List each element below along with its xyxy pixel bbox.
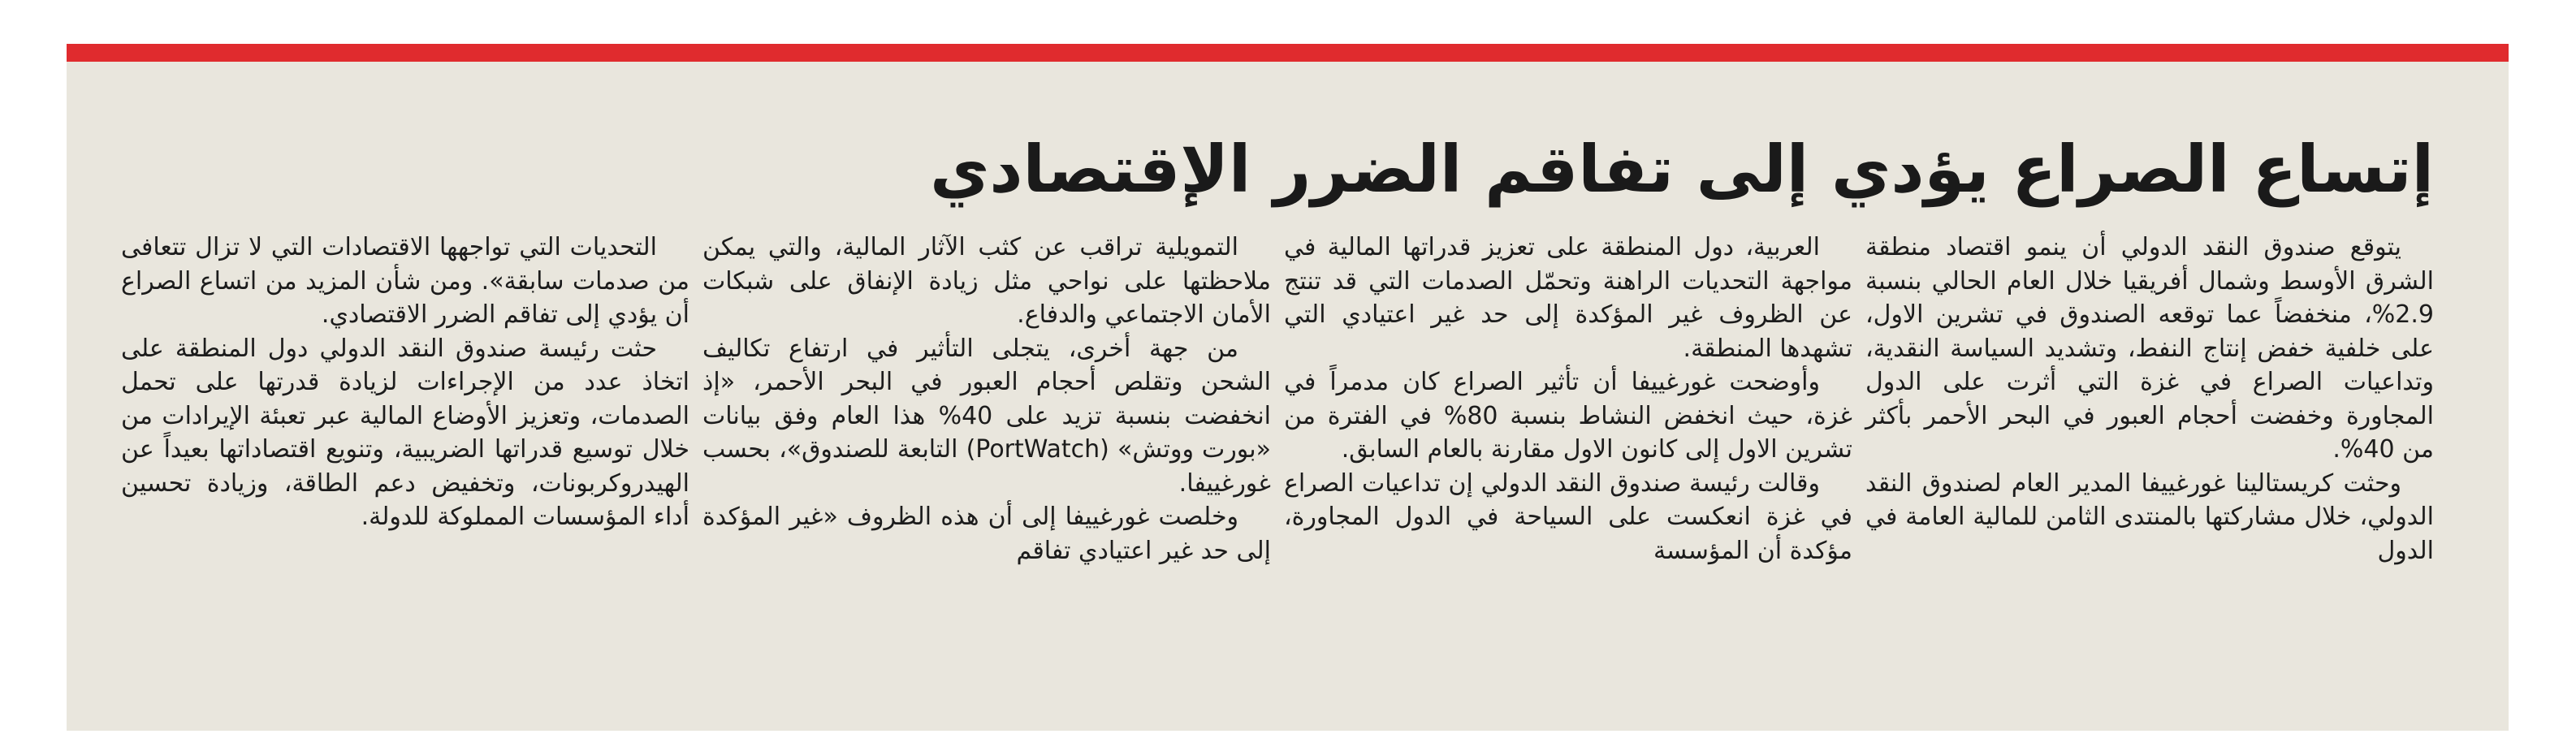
paragraph: وقالت رئيسة صندوق النقد الدولي إن تداعيات الصراع في غزة انعكست على السياحة في الدول المجاورة، مؤكدة أن المؤسسة (1284, 468, 1852, 565)
paragraph: التمويلية تراقب عن كثب الآثار المالية، والتي يمكن ملاحظتها على نواحي مثل زيادة الإنفاق على شبكات الأمان الاجتماعي والدفاع. (702, 233, 1271, 329)
article-column-1 (1865, 231, 2434, 568)
paragraph: العربية، دول المنطقة على تعزيز قدراتها المالية في مواجهة التحديات الراهنة وتحمّل الصدمات التي قد تنتج عن الظروف غير المؤكدة إلى حد غير اعتيادي التي تشهدها المنطقة. (1284, 233, 1852, 363)
paragraph: حثت رئيسة صندوق النقد الدولي دول المنطقة على اتخاذ عدد من الإجراءات لزيادة قدرتها على تحمل الصدمات، وتعزيز الأوضاع المالية عبر تعبئة الإيرادات من خلال توسيع قدراتها الضريبية، وتنويع اقتصاداتها بعيداً عن الهيدروكربونات، وتخفيض دعم الطاقة، وزيادة تحسين أداء المؤسسات المملوكة للدولة. (121, 334, 689, 531)
paragraph: التحديات التي تواجهها الاقتصادات التي لا تزال تتعافى من صدمات سابقة». ومن شأن المزيد من اتساع الصراع أن يؤدي إلى تفاقم الضرر الاقتصادي. (121, 233, 689, 329)
paragraph: وخلصت غورغييفا إلى أن هذه الظروف «غير المؤكدة إلى حد غير اعتيادي تفاقم (702, 503, 1271, 565)
article-headline: إتساع الصراع يؤدي إلى تفاقم الضرر الإقتصادي (930, 132, 2434, 207)
paragraph: وحثت كريستالينا غورغييفا المدير العام لصندوق النقد الدولي، خلال مشاركتها بالمنتدى الثامن للمالية العامة في الدول (1865, 468, 2434, 565)
paragraph: وأوضحت غورغييفا أن تأثير الصراع كان مدمراً في غزة، حيث انخفض النشاط بنسبة 80% في الفترة من تشرين الاول إلى كانون الاول مقارنة بالعام السابق. (1284, 368, 1852, 464)
article-columns (67, 231, 2509, 718)
article-column-2 (1284, 231, 1852, 568)
paragraph: يتوقع صندوق النقد الدولي أن ينمو اقتصاد منطقة الشرق الأوسط وشمال أفريقيا خلال العام الحالي بنسبة 2.9%، منخفضاً عما توقعه الصندوق في تشرين الاول، على خلفية خفض إنتاج النفط، وتشديد السياسة النقدية، وتداعيات الصراع في غزة التي أثرت على الدول المجاورة وخفضت أحجام العبور في البحر الأحمر بأكثر من 40%. (1865, 233, 2434, 464)
paragraph: من جهة أخرى، يتجلى التأثير في ارتفاع تكاليف الشحن وتقلص أحجام العبور في البحر الأحمر، «إذ انخفضت بنسبة تزيد على 40% هذا العام وفق بيانات «بورت ووتش» (PortWatch) التابعة للصندوق»، بحسب غورغييفا. (702, 334, 1272, 498)
article-panel (67, 44, 2509, 731)
red-accent-bar (67, 44, 2509, 62)
article-column-3 (702, 231, 1271, 568)
article-column-4 (121, 231, 689, 534)
